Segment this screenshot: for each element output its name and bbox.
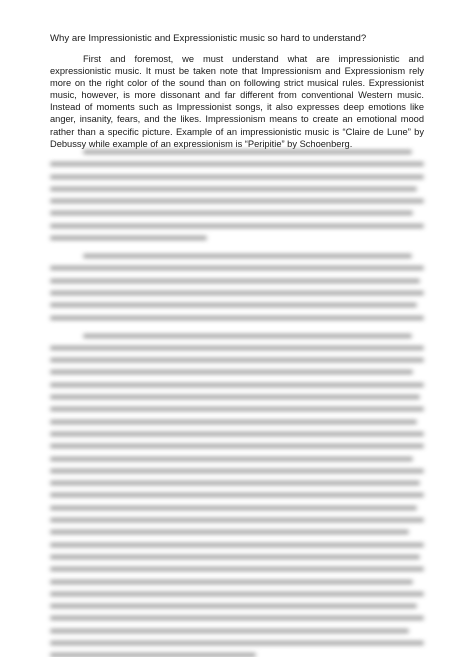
blurred-paragraph	[50, 334, 424, 657]
blurred-paragraph	[50, 150, 424, 240]
document-title: Why are Impressionistic and Expressionistic music so hard to understand?	[50, 33, 367, 44]
blurred-paragraph	[50, 254, 424, 319]
paragraph-intro: First and foremost, we must understand what are impressionistic and expressionistic music. It must be taken note that Impressionism and Expressionism rely more on the right color of the sound than on following strict musical rules. Expressionist music, however, is more dissonant and far different from conventional Western music. Instead of moments such as Impressionist songs, it also expresses deep emotions like anger, insanity, fears, and the likes. Impressionism means to create an emotional mood rather than a specific picture. Example of an impressionistic music is “Claire de Lune” by Debussy while example of an expressionism is “Peripitie” by Schoenberg.	[50, 54, 424, 149]
blurred-text-region	[50, 150, 424, 593]
